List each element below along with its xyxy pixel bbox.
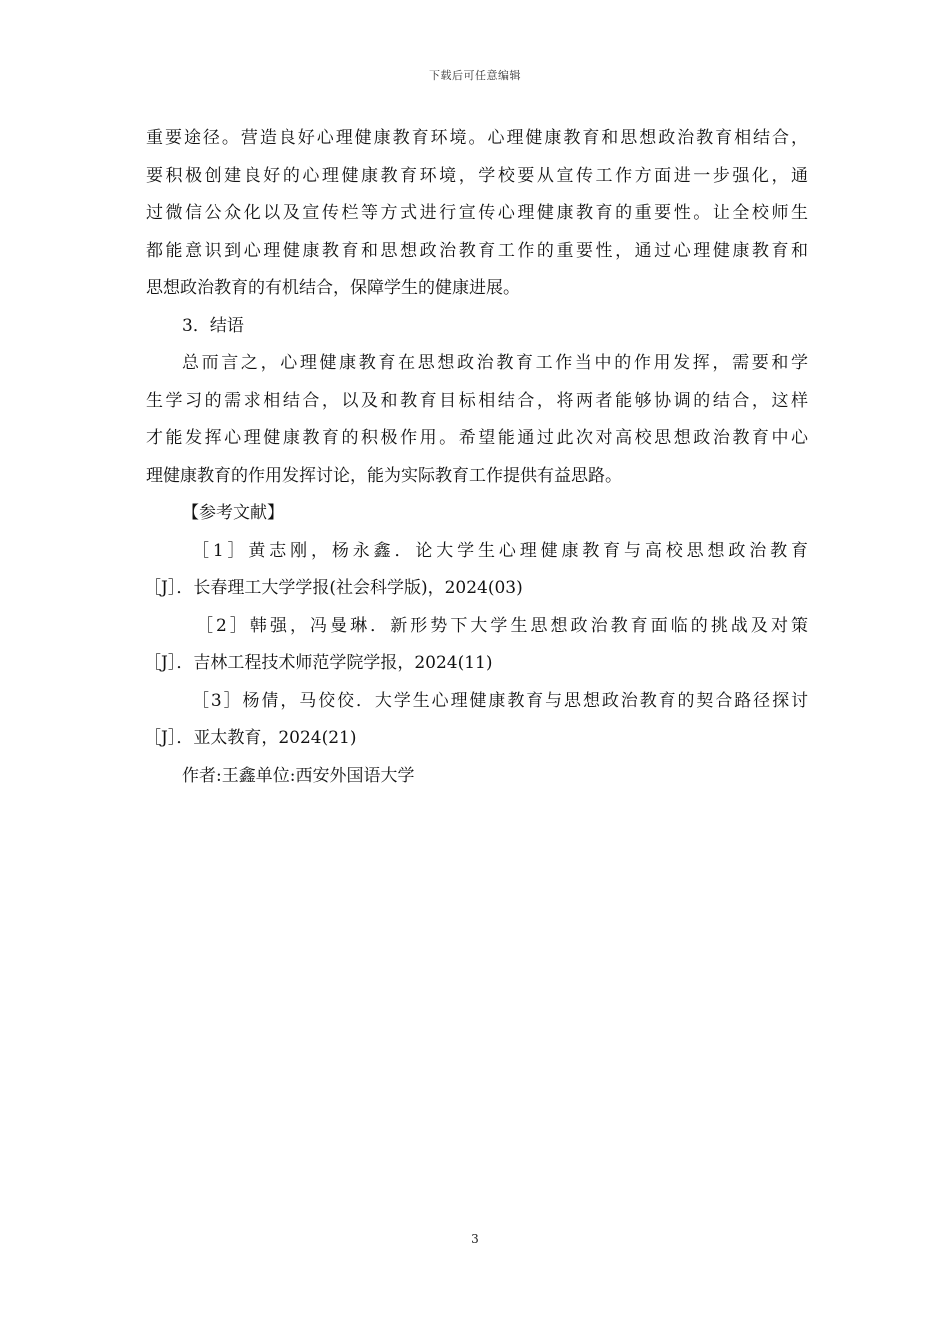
reference-line: ［3］杨倩，马佼佼．大学生心理健康教育与思想政治教育的契合路径探讨	[192, 690, 808, 711]
text-line: 要积极创建良好的心理健康教育环境，学校要从宣传工作方面进一步强化，通	[146, 165, 808, 186]
reference-item	[146, 608, 808, 683]
text-line: 总而言之，心理健康教育在思想政治教育工作当中的作用发挥，需要和学	[182, 353, 808, 373]
text-line: 才能发挥心理健康教育的积极作用。希望能通过此次对高校思想政治教育中心	[146, 428, 808, 448]
reference-line: ［J］．长春理工大学学报(社会科学版)，2024(03)	[144, 578, 523, 598]
document-body	[146, 120, 808, 795]
author-line: 作者:王鑫单位:西安外国语大学	[182, 765, 415, 786]
reference-line: ［J］．亚太教育，2024(21)	[144, 728, 357, 748]
paragraph	[146, 345, 808, 495]
text-line: 过微信公众化以及宣传栏等方式进行宣传心理健康教育的重要性。让全校师生	[146, 203, 808, 223]
text-line: 理健康教育的作用发挥讨论，能为实际教育工作提供有益思路。	[146, 465, 622, 486]
section-heading: 3．结语	[182, 315, 244, 336]
text-line: 重要途径。营造良好心理健康教育环境。心理健康教育和思想政治教育相结合，	[146, 128, 808, 148]
paragraph	[146, 120, 808, 308]
reference-line: ［1］黄志刚，杨永鑫．论大学生心理健康教育与高校思想政治教育	[192, 540, 808, 561]
text-line: 生学习的需求相结合，以及和教育目标相结合，将两者能够协调的结合，这样	[146, 390, 808, 411]
page-number: 3	[471, 1232, 479, 1246]
reference-line: ［2］韩强，冯曼琳．新形势下大学生思想政治教育面临的挑战及对策	[196, 615, 808, 636]
reference-line: ［J］．吉林工程技术师范学院学报，2024(11)	[144, 653, 493, 673]
text-line: 都能意识到心理健康教育和思想政治教育工作的重要性，通过心理健康教育和	[146, 240, 808, 261]
references-heading: 【参考文献】	[182, 503, 284, 523]
reference-item	[146, 683, 808, 758]
reference-item	[146, 533, 808, 608]
page-header: 下载后可任意编辑	[429, 69, 521, 82]
text-line: 思想政治教育的有机结合，保障学生的健康进展。	[146, 278, 520, 298]
